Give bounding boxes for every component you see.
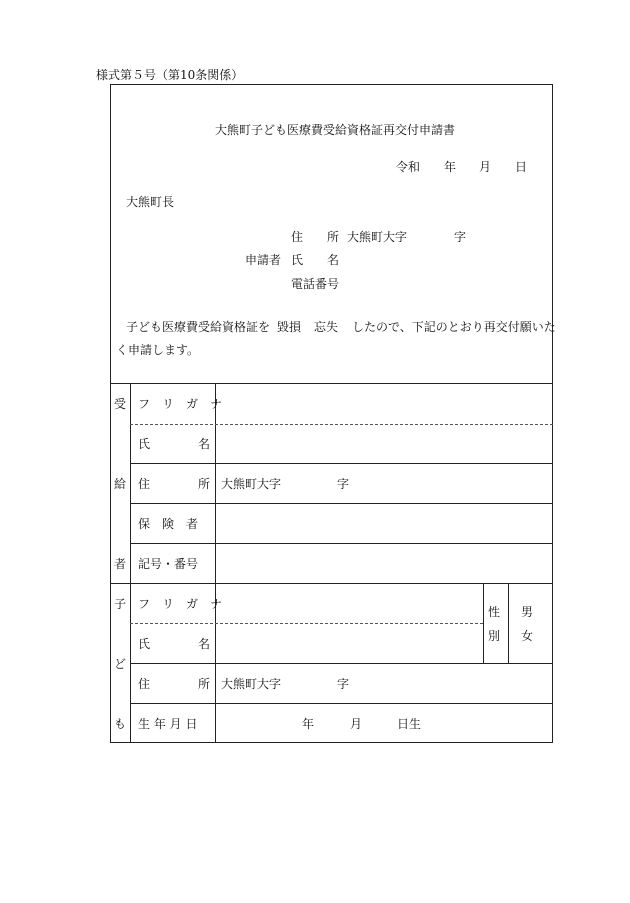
- recipient-label-char: 給: [114, 477, 127, 491]
- child-address-rule: [130, 703, 553, 704]
- body-line1-a: 子ども医療費受給資格証を: [126, 320, 271, 334]
- date-day: 日: [515, 160, 528, 174]
- birthdate-month: 月: [350, 717, 363, 731]
- child-label-char: ど: [114, 657, 127, 671]
- gender-option-female: 女: [521, 629, 534, 643]
- form-title: 大熊町子ども医療費受給資格証再交付申請書: [215, 123, 456, 137]
- body-option-lost: 忘失: [314, 320, 339, 334]
- child-name-rule: [130, 663, 553, 664]
- child-label-char: も: [114, 717, 127, 731]
- body-line2: く申請します。: [116, 343, 200, 357]
- applicant-address-prefix: 大熊町大字: [347, 230, 408, 244]
- body-option-damaged: 毀損: [277, 320, 302, 334]
- child-address-prefix: 大熊町大字: [221, 677, 282, 691]
- child-birthdate-label: 生 年 月 日: [138, 717, 198, 731]
- child-furigana-rule: [130, 623, 483, 624]
- birthdate-day: 日生: [397, 717, 422, 731]
- recipient-furigana-rule: [130, 424, 553, 425]
- recipient-insurer-rule: [130, 543, 553, 544]
- recipient-name-rule: [130, 463, 553, 464]
- vertical-label-divider: [130, 383, 131, 743]
- form-number: 様式第５号（第10条関係）: [96, 68, 244, 82]
- recipient-address-suffix: 字: [337, 477, 350, 491]
- gender-label-divider: [483, 583, 484, 663]
- gender-label-char: 性: [488, 605, 501, 619]
- child-address-label: 住 所: [138, 677, 211, 691]
- date-era: 令和: [396, 160, 421, 174]
- date-year: 年: [444, 160, 457, 174]
- recipient-label-char: 受: [114, 397, 127, 411]
- gender-option-male: 男: [521, 605, 534, 619]
- applicant-address-suffix: 字: [454, 230, 467, 244]
- recipient-address-label: 住 所: [138, 477, 211, 491]
- applicant-address-label: 住 所: [291, 230, 340, 244]
- child-label-char: 子: [114, 597, 127, 611]
- table-top-rule: [110, 383, 553, 384]
- birthdate-year: 年: [302, 717, 315, 731]
- body-line1-b: したので、下記のとおり再交付願いた: [352, 320, 556, 334]
- applicant-role-label: 申請者: [245, 253, 282, 267]
- recipient-address-prefix: 大熊町大字: [221, 477, 282, 491]
- gender-label-char: 別: [488, 629, 501, 643]
- field-label-divider: [215, 383, 216, 743]
- recipient-insurer-label: 保 険 者: [138, 517, 199, 531]
- date-month: 月: [479, 160, 492, 174]
- recipient-name-label: 氏 名: [138, 437, 211, 451]
- child-name-label: 氏 名: [138, 637, 211, 651]
- section-divider-rule: [110, 583, 553, 584]
- gender-option-divider: [508, 583, 509, 663]
- recipient-symbol-number-label: 記号・番号: [138, 557, 199, 571]
- applicant-name-label: 氏 名: [291, 253, 340, 267]
- applicant-phone-label: 電話番号: [291, 277, 340, 291]
- addressee: 大熊町長: [126, 195, 175, 209]
- child-address-suffix: 字: [337, 677, 350, 691]
- child-furigana-label: フ リ ガ ナ: [138, 597, 223, 611]
- recipient-address-rule: [130, 503, 553, 504]
- recipient-furigana-label: フ リ ガ ナ: [138, 397, 223, 411]
- recipient-label-char: 者: [114, 557, 127, 571]
